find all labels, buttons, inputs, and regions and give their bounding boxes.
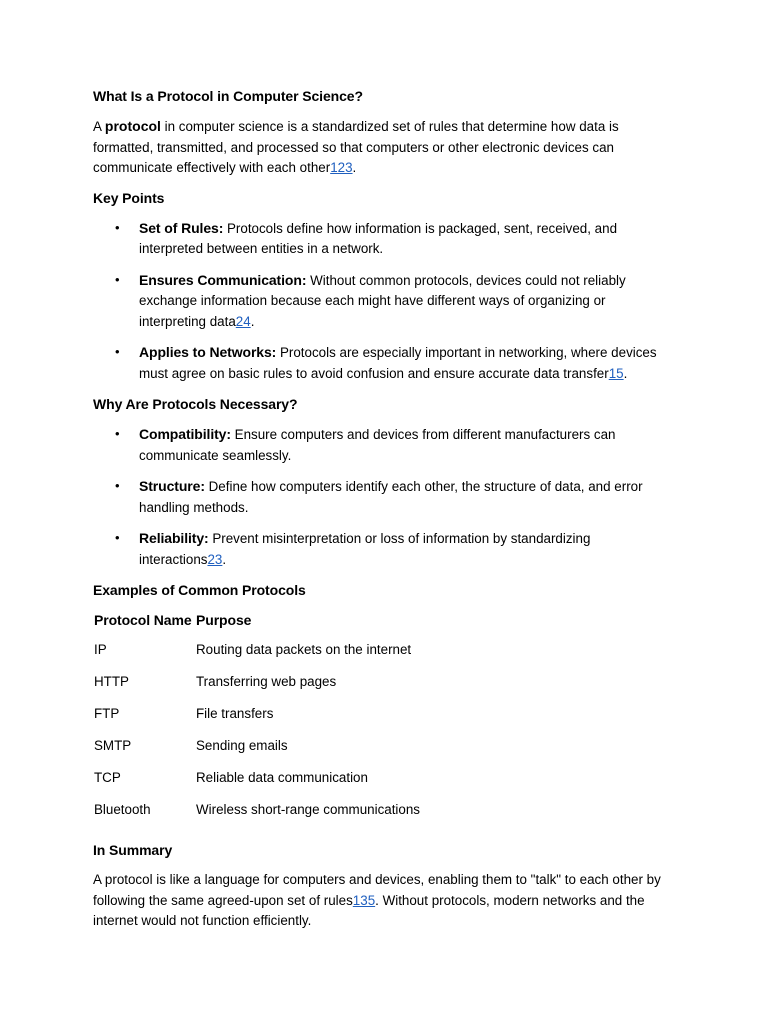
citation-link[interactable]: 15 <box>608 365 624 381</box>
protocol-name-cell: TCP <box>94 770 121 785</box>
list-item: • Ensures Communication: Without common protocols, devices could not reliably exchange information because each might have different ways of organizing or interpreting data24. <box>115 271 626 329</box>
table-row <box>93 672 421 704</box>
column-header-purpose: Purpose <box>196 612 252 628</box>
protocol-purpose-cell: Routing data packets on the internet <box>196 642 412 657</box>
protocol-name-cell: Bluetooth <box>94 802 151 817</box>
protocol-purpose-cell: Transferring web pages <box>196 674 337 689</box>
summary-paragraph: A protocol is like a language for computers and devices, enabling them to "talk" to each other by following the same agreed-upon set of rules135. Without protocols, modern networks and the internet would not function efficiently. <box>93 872 661 928</box>
table-row <box>93 768 421 800</box>
examples-heading: Examples of Common Protocols <box>93 582 306 598</box>
why-heading: Why Are Protocols Necessary? <box>93 396 298 412</box>
summary-heading: In Summary <box>93 842 173 858</box>
list-item: • Compatibility: Ensure computers and devices from different manufacturers can communicate seamlessly. <box>115 426 616 463</box>
table-row <box>93 640 421 672</box>
protocol-purpose-cell: File transfers <box>196 706 274 721</box>
bullet-icon: • <box>115 530 120 545</box>
table-row <box>93 800 421 832</box>
citation-link[interactable]: 24 <box>235 313 251 329</box>
protocols-table <box>93 610 421 832</box>
protocol-name-cell: HTTP <box>94 674 129 689</box>
protocol-purpose-cell: Sending emails <box>196 738 288 753</box>
intro-citation-link[interactable]: 123 <box>330 160 353 175</box>
bullet-icon: • <box>115 478 120 493</box>
key-points-list <box>93 218 674 385</box>
table-row <box>93 736 421 768</box>
intro-bold-term: protocol <box>104 118 161 134</box>
list-item: • Reliability: Prevent misinterpretation or loss of information by standardizing interactions23. <box>115 530 591 567</box>
bullet-icon: • <box>115 344 120 359</box>
protocol-purpose-cell: Wireless short-range communications <box>196 802 420 817</box>
page-title: What Is a Protocol in Computer Science? <box>93 88 363 104</box>
protocol-name-cell: IP <box>94 642 107 657</box>
list-item: • Set of Rules: Protocols define how information is packaged, sent, received, and interpreted between entities in a network. <box>115 219 618 256</box>
column-header-name: Protocol Name <box>94 612 192 628</box>
summary-citation-link[interactable]: 135 <box>352 892 376 908</box>
protocol-purpose-cell: Reliable data communication <box>196 770 368 785</box>
key-points-heading: Key Points <box>93 189 165 206</box>
bullet-icon: • <box>115 271 120 287</box>
intro-prefix: A <box>93 119 105 134</box>
intro-text: in computer science is a standardized set of rules that determine how data is formatted, transmitted, and processed so that computers or other electronic devices can communicate effectively with each other <box>93 119 619 175</box>
protocol-name-cell: FTP <box>94 706 120 721</box>
bullet-icon: • <box>115 426 120 441</box>
table-row <box>93 704 421 736</box>
list-item: • Structure: Define how computers identify each other, the structure of data, and error handling methods. <box>115 478 643 515</box>
table-header-row <box>93 610 421 640</box>
why-list <box>93 424 674 570</box>
protocol-name-cell: SMTP <box>94 738 132 753</box>
intro-paragraph: A protocol in computer science is a standardized set of rules that determine how data is formatted, transmitted, and processed so that computers or other electronic devices can communicate effectively with each other123. <box>93 118 619 175</box>
citation-link[interactable]: 23 <box>207 551 223 567</box>
bullet-icon: • <box>115 219 120 235</box>
list-item: • Applies to Networks: Protocols are especially important in networking, where devices must agree on basic rules to avoid confusion and ensure accurate data transfer15. <box>115 344 657 381</box>
